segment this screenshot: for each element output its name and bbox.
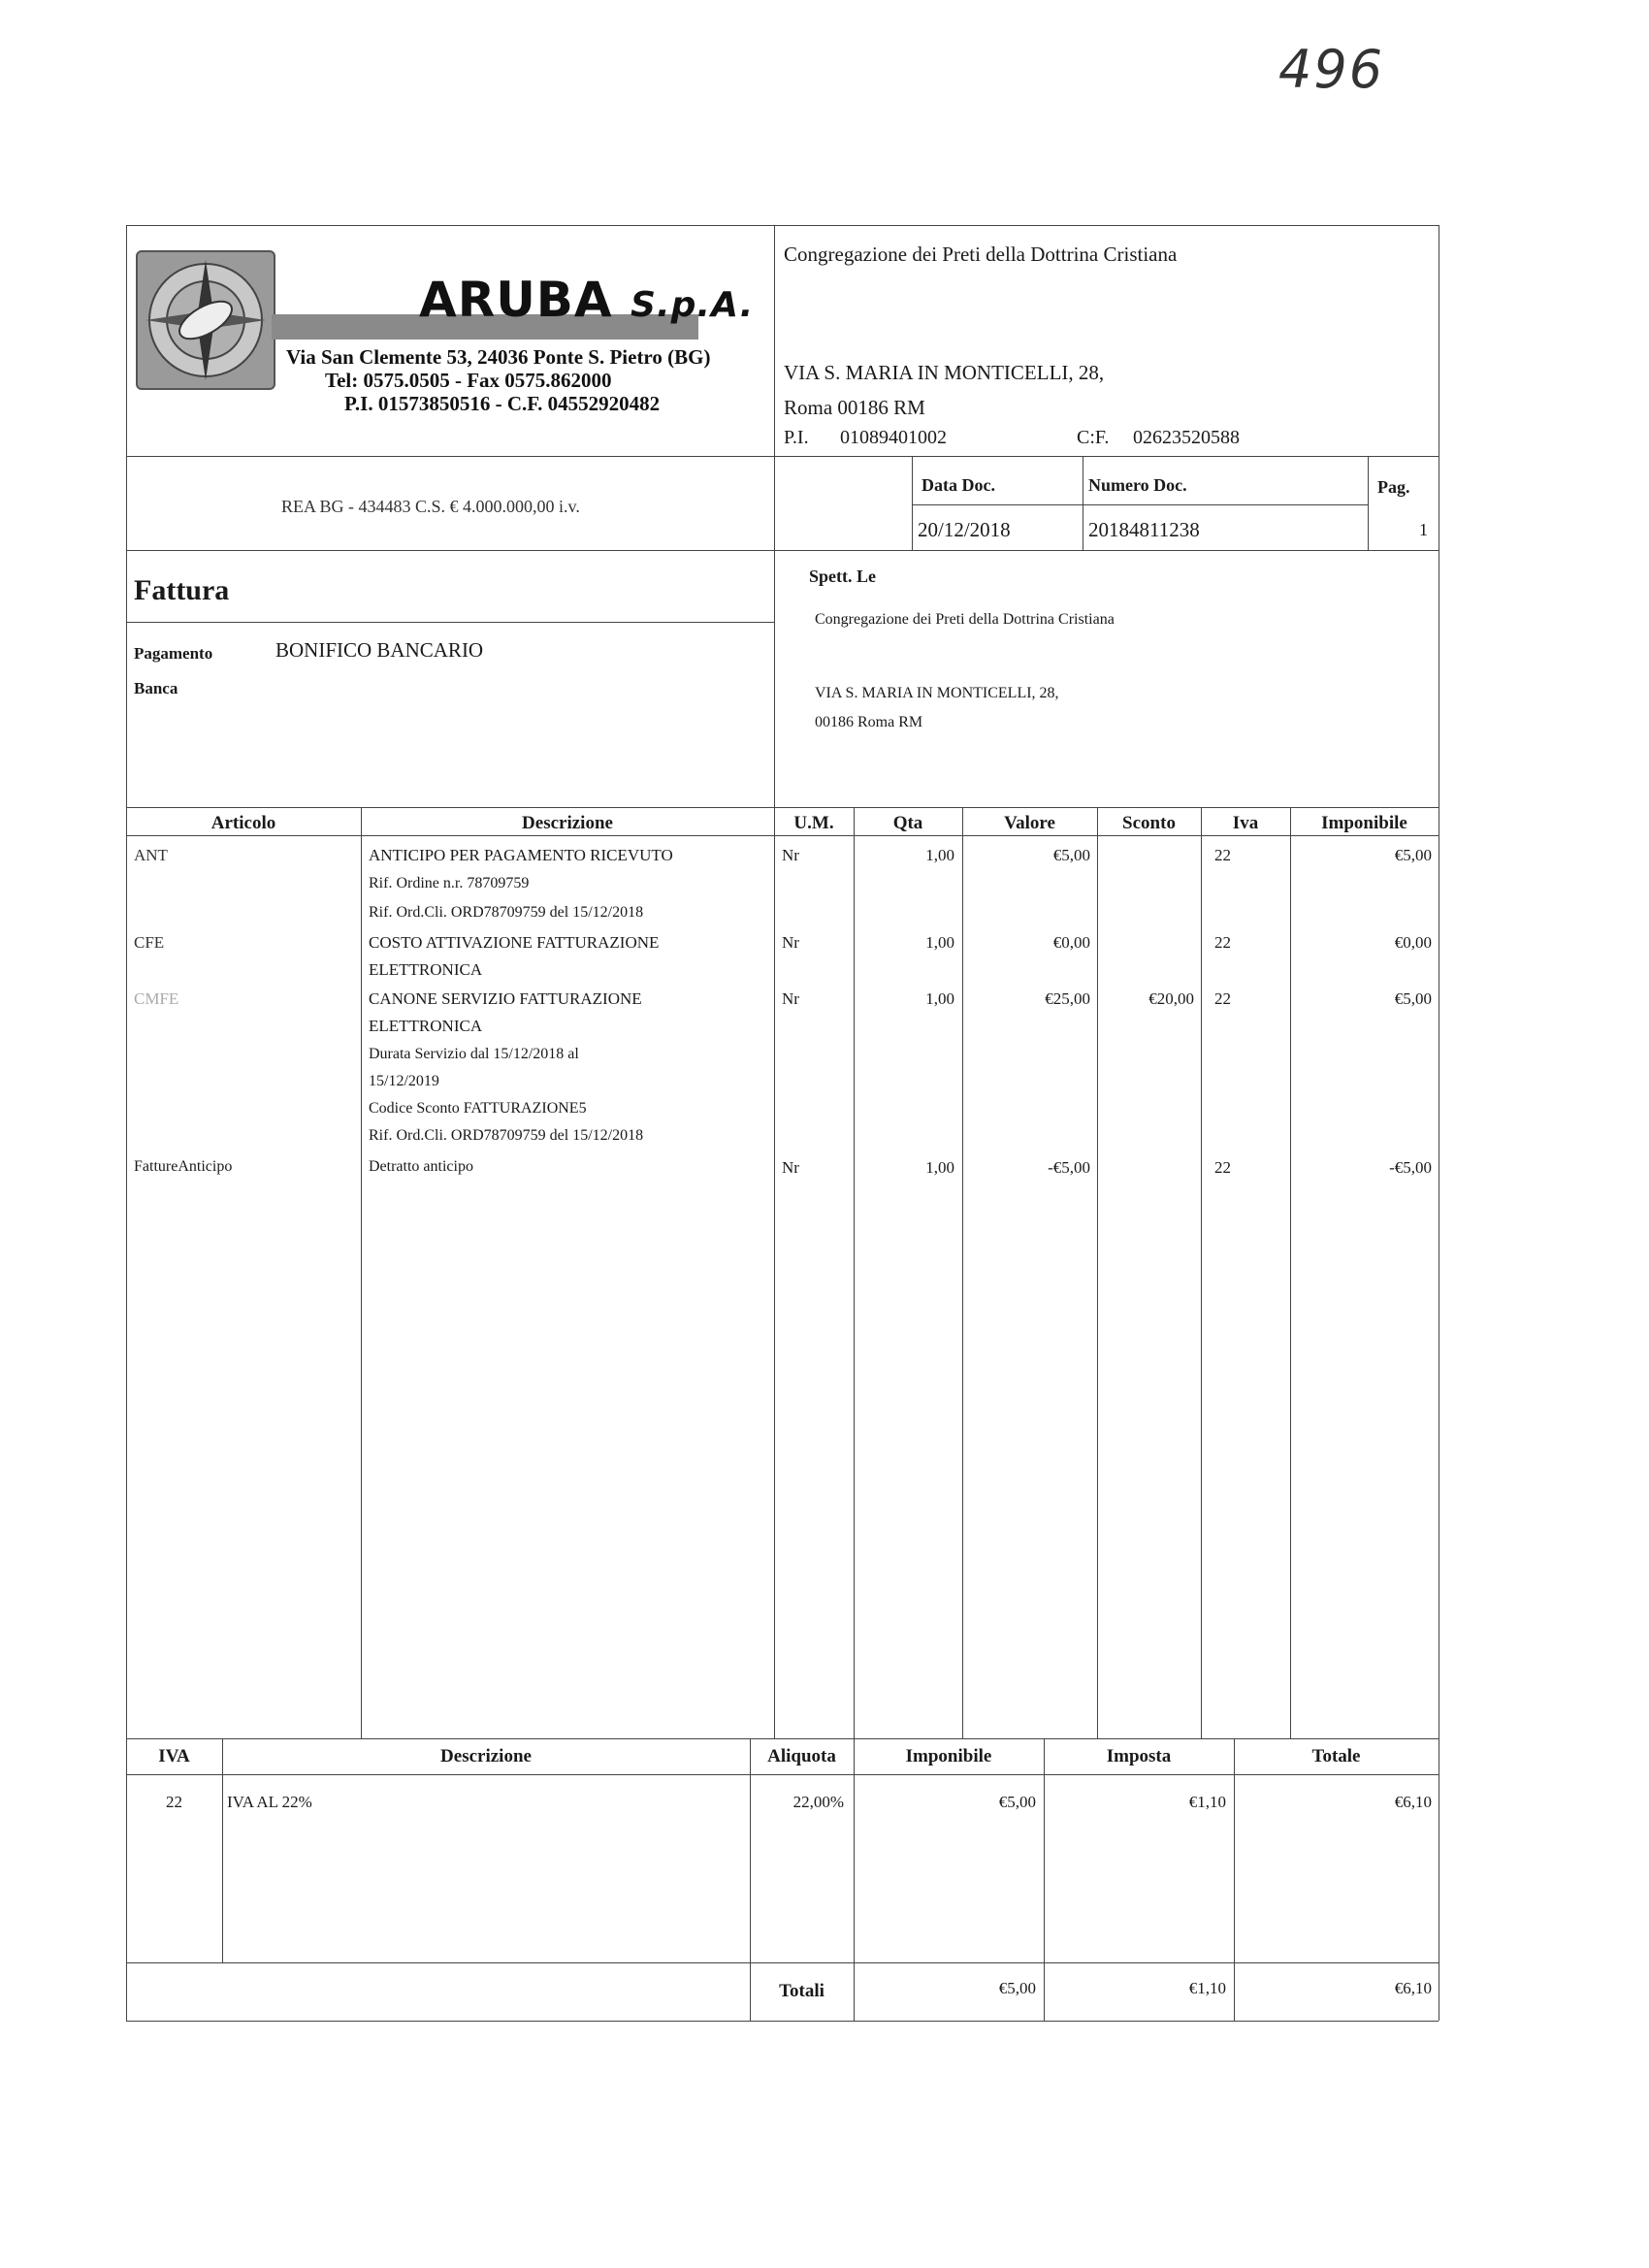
item-iva: 22 <box>1214 1158 1231 1177</box>
totals-imposta: €1,10 <box>1188 1979 1226 1997</box>
item-valore: €25,00 <box>1045 989 1090 1008</box>
vat-col-iva: IVA <box>158 1746 190 1766</box>
vat-col-imposta: Imposta <box>1106 1746 1172 1766</box>
col-qta: Qta <box>892 813 923 833</box>
customer-address-line2: Roma 00186 RM <box>784 396 925 419</box>
item-iva: 22 <box>1214 989 1231 1008</box>
col-um: U.M. <box>793 813 834 833</box>
compass-seal-icon <box>136 250 275 390</box>
item-description-line: Detratto anticipo <box>369 1158 473 1175</box>
item-description-line: 15/12/2019 <box>369 1073 439 1089</box>
item-description-line: Codice Sconto FATTURAZIONE5 <box>369 1100 587 1117</box>
item-qta: 1,00 <box>925 1158 954 1177</box>
vat-imposta: €1,10 <box>1188 1793 1226 1811</box>
vat-imponibile: €5,00 <box>998 1793 1036 1811</box>
payment-method: BONIFICO BANCARIO <box>275 638 484 662</box>
item-imponibile: €0,00 <box>1394 933 1432 952</box>
vat-col-totale: Totale <box>1311 1746 1361 1766</box>
item-um: Nr <box>782 1158 799 1177</box>
item-description-line: Rif. Ordine n.r. 78709759 <box>369 875 530 891</box>
handwritten-page-number: 496 <box>1278 39 1385 100</box>
item-imponibile: -€5,00 <box>1389 1158 1432 1177</box>
totals-imponibile: €5,00 <box>998 1979 1036 1997</box>
col-imponibile: Imponibile <box>1321 813 1407 833</box>
item-description-line: Rif. Ord.Cli. ORD78709759 del 15/12/2018 <box>369 904 644 921</box>
item-description-line: Durata Servizio dal 15/12/2018 al <box>369 1046 579 1062</box>
item-qta: 1,00 <box>925 846 954 864</box>
item-description-line: ELETTRONICA <box>369 960 483 979</box>
item-articolo: FattureAnticipo <box>134 1158 233 1175</box>
col-iva: Iva <box>1232 813 1259 833</box>
item-qta: 1,00 <box>925 989 954 1008</box>
item-description-line: ANTICIPO PER PAGAMENTO RICEVUTO <box>369 846 673 864</box>
page-label: Pag. <box>1377 477 1410 497</box>
customer-name: Congregazione dei Preti della Dottrina Cristiana <box>784 243 1178 266</box>
col-sconto: Sconto <box>1122 813 1176 833</box>
recipient-name: Congregazione dei Preti della Dottrina Cristiana <box>815 611 1115 628</box>
vat-aliquota: 22,00% <box>792 1793 844 1811</box>
item-iva: 22 <box>1214 933 1231 952</box>
vat-totale: €6,10 <box>1394 1793 1432 1811</box>
vat-rate-code: 22 <box>166 1793 182 1811</box>
item-um: Nr <box>782 846 799 864</box>
item-imponibile: €5,00 <box>1394 989 1432 1008</box>
vat-col-imponibile: Imponibile <box>905 1746 992 1766</box>
item-description-line: CANONE SERVIZIO FATTURAZIONE <box>369 989 642 1008</box>
col-descrizione: Descrizione <box>522 813 613 833</box>
vat-col-aliquota: Aliquota <box>767 1746 836 1766</box>
seller-address: Via San Clemente 53, 24036 Ponte S. Pietro (BG) <box>286 345 711 369</box>
bank-label: Banca <box>134 679 178 697</box>
item-valore: -€5,00 <box>1048 1158 1090 1177</box>
item-um: Nr <box>782 933 799 952</box>
customer-cf: 02623520588 <box>1133 427 1240 448</box>
item-description-line: ELETTRONICA <box>369 1017 483 1035</box>
doc-date-label: Data Doc. <box>922 475 995 495</box>
item-um: Nr <box>782 989 799 1008</box>
doc-date: 20/12/2018 <box>918 518 1011 541</box>
doc-number: 20184811238 <box>1088 518 1200 541</box>
item-iva: 22 <box>1214 846 1231 864</box>
customer-pi-label: P.I. <box>784 427 809 448</box>
item-description-line: Rif. Ord.Cli. ORD78709759 del 15/12/2018 <box>369 1127 644 1144</box>
item-sconto: €20,00 <box>1148 989 1194 1008</box>
recipient-address-line2: 00186 Roma RM <box>815 714 923 730</box>
company-logo <box>136 250 757 425</box>
item-valore: €5,00 <box>1052 846 1090 864</box>
totals-label: Totali <box>779 1981 824 2001</box>
col-articolo: Articolo <box>210 813 276 833</box>
customer-address-line1: VIA S. MARIA IN MONTICELLI, 28, <box>784 361 1105 384</box>
seller-phone: Tel: 0575.0505 - Fax 0575.862000 <box>325 369 612 392</box>
recipient-address-line1: VIA S. MARIA IN MONTICELLI, 28, <box>815 685 1059 701</box>
invoice-title: Fattura <box>134 574 230 606</box>
item-qta: 1,00 <box>925 933 954 952</box>
page-value: 1 <box>1419 520 1428 539</box>
doc-number-label: Numero Doc. <box>1088 475 1187 495</box>
item-articolo: CMFE <box>134 989 179 1008</box>
item-valore: €0,00 <box>1052 933 1090 952</box>
company-name: ARUBA S.p.A. <box>419 272 755 328</box>
item-articolo: CFE <box>134 933 165 952</box>
vat-description: IVA AL 22% <box>227 1793 312 1811</box>
item-description-line: COSTO ATTIVAZIONE FATTURAZIONE <box>369 933 660 952</box>
item-imponibile: €5,00 <box>1394 846 1432 864</box>
customer-pi: 01089401002 <box>840 427 947 448</box>
customer-cf-label: C:F. <box>1077 427 1110 448</box>
vat-col-descrizione: Descrizione <box>440 1746 532 1766</box>
seller-tax-ids: P.I. 01573850516 - C.F. 04552920482 <box>344 392 661 415</box>
col-valore: Valore <box>1004 813 1055 833</box>
item-articolo: ANT <box>134 846 168 864</box>
totals-totale: €6,10 <box>1394 1979 1432 1997</box>
rea-info: REA BG - 434483 C.S. € 4.000.000,00 i.v. <box>281 497 580 516</box>
recipient-label: Spett. Le <box>809 567 876 586</box>
payment-label: Pagamento <box>134 644 213 663</box>
